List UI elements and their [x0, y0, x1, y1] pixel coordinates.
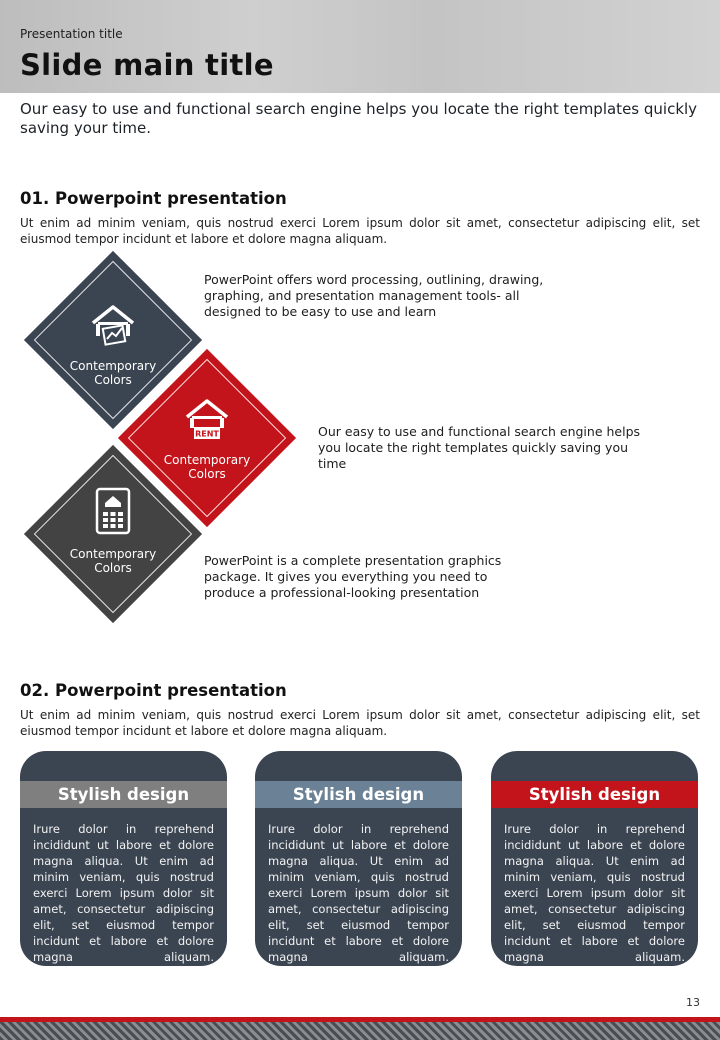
section1-text: Ut enim ad minim veniam, quis nostrud exerci Lorem ipsum dolor sit amet, consectetur adipiscing elit, set eiusmod tempor incidunt et labore et dolore magna aliquam. [20, 216, 700, 246]
section2-title: 02. Powerpoint presentation [20, 681, 287, 700]
footer-stripe [0, 1022, 720, 1040]
card-3-body: Irure dolor in reprehend incididunt ut labore et dolore magna aliqua. Ut enim ad minim veniam, quis nostrud exerci Lorem ipsum dolor sit amet, consectetur adipiscing elit, set eiusmod tempor incidunt et labore et dolore magna aliquam. [504, 822, 685, 964]
section1-title: 01. Powerpoint presentation [20, 189, 287, 208]
diamond-3-label: Contemporary Colors [69, 547, 157, 575]
page-title: Slide main title [20, 48, 274, 82]
card-1-body: Irure dolor in reprehend incididunt ut labore et dolore magna aliqua. Ut enim ad minim veniam, quis nostrud exerci Lorem ipsum dolor sit amet, consectetur adipiscing elit, set eiusmod tempor incidunt et labore et dolore magna aliquam. [33, 822, 214, 964]
page-number: 13 [686, 996, 700, 1009]
diamond-1-label: Contemporary Colors [69, 359, 157, 387]
description-2: Our easy to use and functional search engine helps you locate the right templates quickly saving you time [318, 424, 641, 471]
design-card-1 [20, 751, 227, 966]
card-3-title: Stylish design [491, 781, 698, 808]
design-card-3 [491, 751, 698, 966]
intro-text: Our easy to use and functional search engine helps you locate the right templates quickly saving your time. [20, 100, 698, 137]
card-2-body: Irure dolor in reprehend incididunt ut labore et dolore magna aliqua. Ut enim ad minim veniam, quis nostrud exerci Lorem ipsum dolor sit amet, consectetur adipiscing elit, set eiusmod tempor incidunt et labore et dolore magna aliquam. [268, 822, 449, 964]
svg-text:RENT: RENT [195, 429, 219, 439]
house-rent-icon [183, 395, 231, 443]
diamond-2-label: Contemporary Colors [163, 453, 251, 481]
card-1-title: Stylish design [20, 781, 227, 808]
calculator-house-icon [93, 487, 133, 535]
description-3: PowerPoint is a complete presentation graphics package. It gives you everything you need to produce a professional-looking presentation [204, 553, 502, 600]
design-card-2 [255, 751, 462, 966]
diamond-3 [50, 471, 176, 597]
description-1: PowerPoint offers word processing, outlining, drawing, graphing, and presentation management tools- all designed to be easy to use and learn [204, 272, 544, 319]
presentation-title: Presentation title [20, 27, 123, 41]
house-chart-icon [89, 301, 137, 349]
card-2-title: Stylish design [255, 781, 462, 808]
section2-text: Ut enim ad minim veniam, quis nostrud exerci Lorem ipsum dolor sit amet, consectetur adipiscing elit, set eiusmod tempor incidunt et labore et dolore magna aliquam. [20, 708, 700, 738]
